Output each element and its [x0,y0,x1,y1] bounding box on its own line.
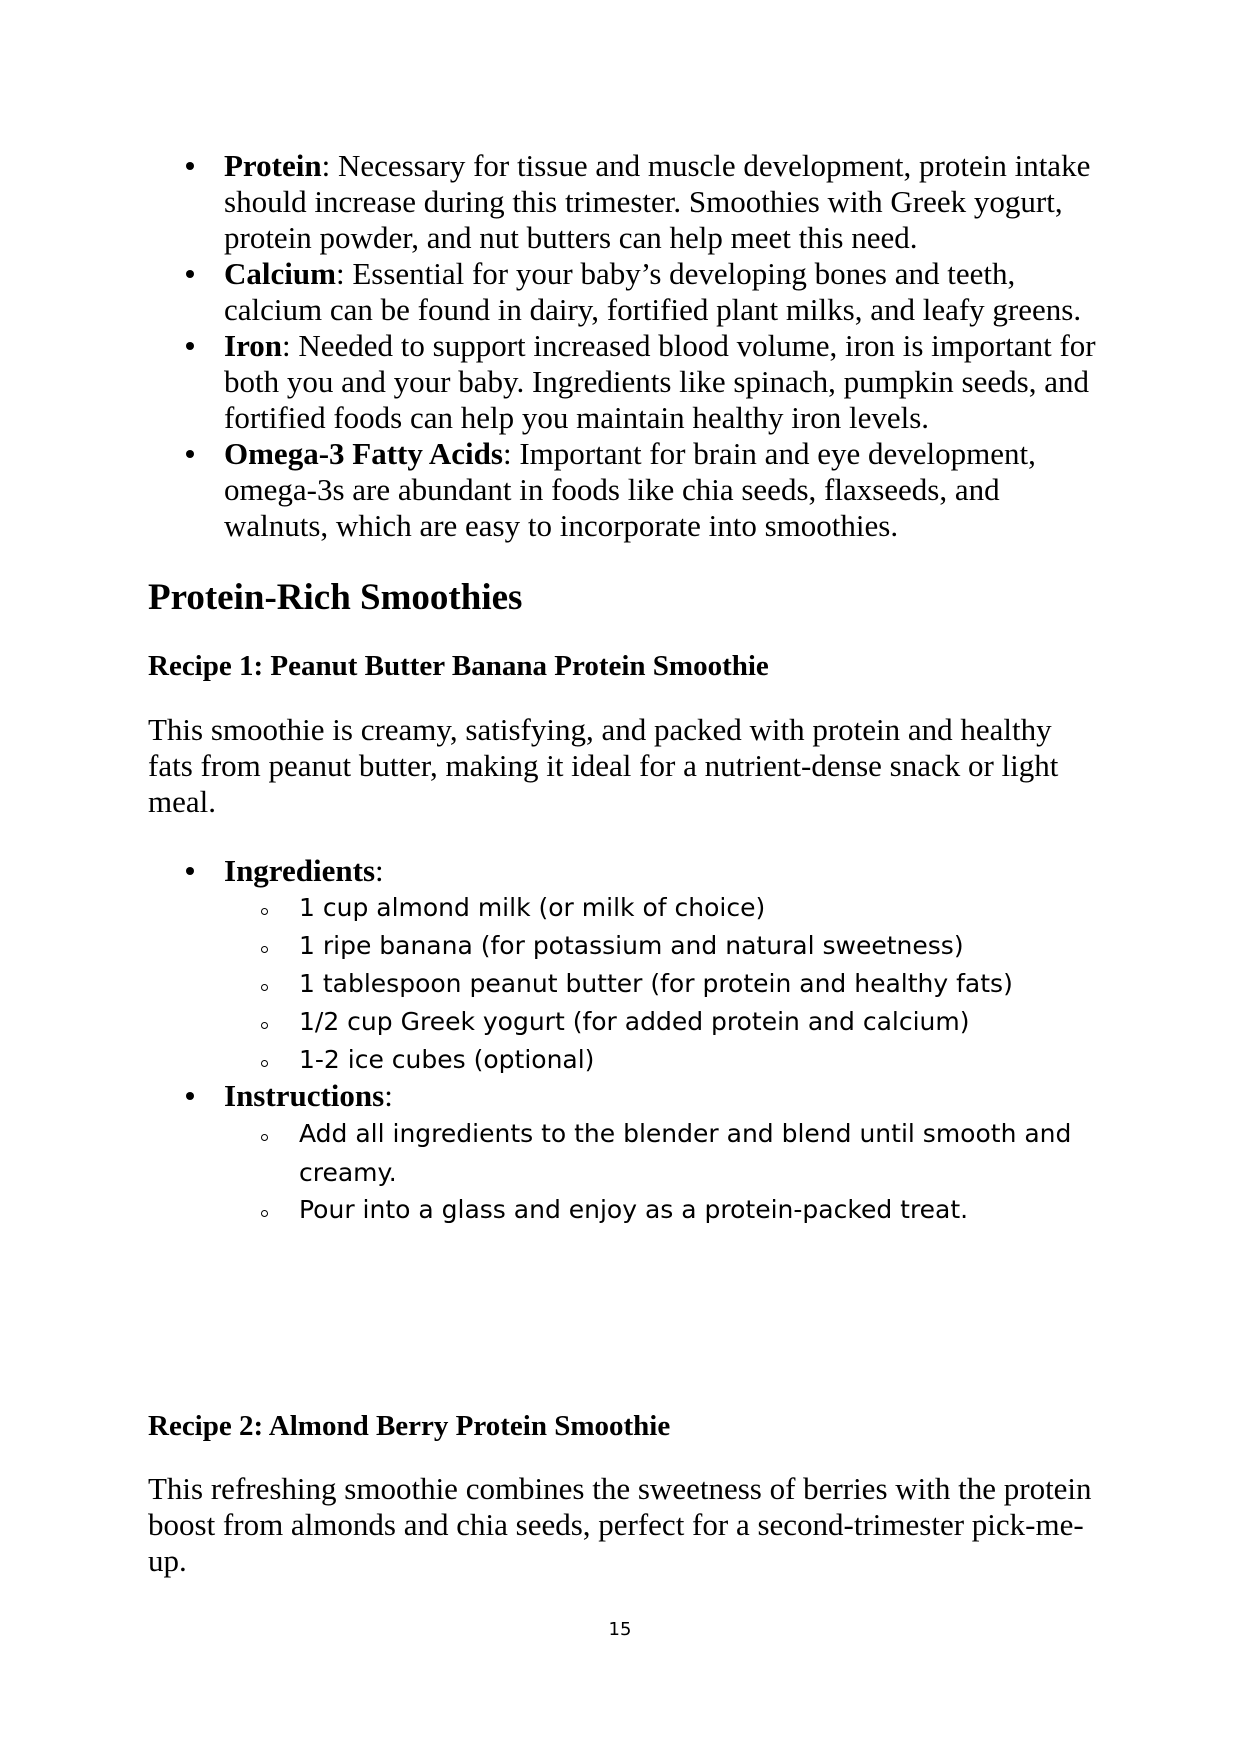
circle-bullet-icon [261,1210,268,1217]
ingredients-label: Ingredients [224,853,376,888]
bullet-icon [186,162,194,170]
nutrient-text: Important for brain and eye development, omega-3s are abundant in foods like chia seeds, flaxseeds, and walnuts, which are easy to incorporate into smoothies. [224,436,1036,543]
recipe-2-description: This refreshing smoothie combines the sweetness of berries with the protein boost from almonds and chia seeds, perfect for a second-trimester pick-me-up. [148,1471,1092,1578]
nutrient-term: Calcium [224,256,336,291]
bullet-icon [186,270,194,278]
nutrient-term: Iron [224,328,283,363]
section-title: Protein-Rich Smoothies [148,577,523,618]
circle-bullet-icon [261,1134,268,1141]
circle-bullet-icon [261,1060,268,1067]
bullet-icon [186,867,194,875]
recipe-1-title: Recipe 1: Peanut Butter Banana Protein Smoothie [148,650,769,682]
ingredient-text: 1 ripe banana (for potassium and natural sweetness) [299,931,964,960]
bullet-icon [186,450,194,458]
nutrient-text: Needed to support increased blood volume, iron is important for both you and your baby. Ingredients like spinach, pumpkin seeds, and fortified foods can help you maintain healthy iron levels. [224,328,1096,435]
nutrient-term: Omega-3 Fatty Acids [224,436,503,471]
document-page: Protein: Necessary for tissue and muscle development, protein intake should increase during this trimester. Smoothies with Greek yogurt, protein powder, and nut butters can help meet this need. Calcium: Essential for your baby’s developing bones and teeth, calcium can be found in dairy, fortified plant milks, and leafy greens. Iron: Needed to support increased blood volume, iron is important for both you and your baby. Ingredients like spinach, pumpkin seeds, and fortified foods can help you maintain healthy iron levels. Omega-3 Fatty Acids: Important for brain and eye development, omega-3s are abundant in foods like chia seeds, flaxseeds, and walnuts, which are easy to incorporate into smoothies. Protein-Rich Smoothies Recipe 1: Peanut Butter Banana Protein Smoothie This smoothie is creamy, satisfying, and packed with protein and healthy fats from peanut butter, making it ideal for a nutrient-dense snack or light meal. Ingredients: 1 cup almond milk (or milk of choice) 1 ripe banana (for potassium and natural sweetness) 1 tablespoon peanut butter (for protein and healthy fats) 1/2 cup Greek yogurt (for added protein and calcium) 1-2 ice cubes (optional) Instructions: Add all ingredients to the blender and blend until smooth and creamy. Pour into a glass and enjoy as a protein-packed treat. Recipe 2: Almond Berry Protein Smoothie This refreshing smoothie combines the sweetness of berries with the protein boost from almonds and chia seeds, perfect for a second-trimester pick-me-up. 15 [0,0,1240,1755]
bullet-icon [186,1092,194,1100]
circle-bullet-icon [261,908,268,915]
instruction-text: Pour into a glass and enjoy as a protein-packed treat. [299,1195,969,1224]
recipe-1-description: This smoothie is creamy, satisfying, and packed with protein and healthy fats from peanut butter, making it ideal for a nutrient-dense snack or light meal. [148,712,1059,819]
circle-bullet-icon [261,1022,268,1029]
ingredient-text: 1 tablespoon peanut butter (for protein and healthy fats) [299,969,1013,998]
circle-bullet-icon [261,946,268,953]
recipe-2-title: Recipe 2: Almond Berry Protein Smoothie [148,1410,671,1442]
ingredient-text: 1 cup almond milk (or milk of choice) [299,893,766,922]
circle-bullet-icon [261,984,268,991]
page-number: 15 [608,1619,632,1640]
nutrient-term: Protein [224,148,322,183]
instructions-label: Instructions [224,1078,385,1113]
bullet-icon [186,342,194,350]
instruction-text: Add all ingredients to the blender and blend until smooth and creamy. [299,1119,1072,1187]
ingredient-text: 1-2 ice cubes (optional) [299,1045,595,1074]
nutrient-text: Necessary for tissue and muscle development, protein intake should increase during this trimester. Smoothies with Greek yogurt, protein powder, and nut butters can help meet this need. [224,148,1091,255]
ingredient-text: 1/2 cup Greek yogurt (for added protein and calcium) [299,1007,970,1036]
nutrient-text: Essential for your baby’s developing bones and teeth, calcium can be found in dairy, fortified plant milks, and leafy greens. [224,256,1082,327]
